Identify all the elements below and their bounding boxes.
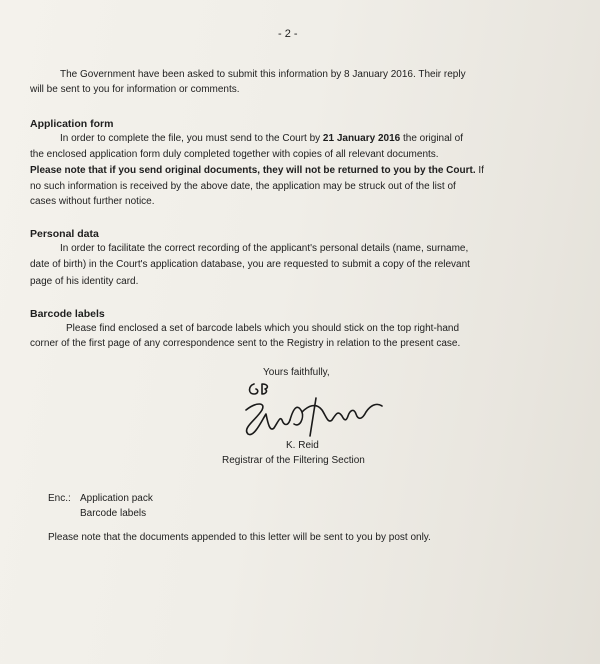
footer-note: Please note that the documents appended to this letter will be sent to you by post only. [48, 532, 431, 543]
application-form-line-4: no such information is received by the above date, the application may be struck out of the list of [30, 181, 456, 192]
application-form-line-1 [60, 133, 463, 145]
enclosures-label: Enc.: [48, 493, 71, 504]
intro-line-1: The Government have been asked to submit this information by 8 January 2016. Their reply [60, 69, 466, 80]
application-form-line-1-end: the original of [402, 133, 464, 144]
application-form-line-3-end: If [478, 165, 484, 176]
application-form-line-3 [30, 165, 484, 177]
application-form-heading: Application form [30, 118, 114, 130]
deadline-date: 21 January 2016 [322, 133, 401, 144]
signer-title: Registrar of the Filtering Section [222, 455, 365, 466]
application-form-line-1-text: In order to complete the file, you must send to the Court by [60, 133, 321, 144]
application-form-line-5: cases without further notice. [30, 196, 155, 207]
personal-data-line-2: date of birth) in the Court's application database, you are requested to submit a copy of the relevant [30, 259, 470, 270]
barcode-labels-line-1: Please find enclosed a set of barcode labels which you should stick on the top right-hand [66, 323, 460, 334]
personal-data-heading: Personal data [30, 228, 99, 240]
barcode-labels-heading: Barcode labels [30, 308, 105, 320]
enclosure-item-1: Application pack [80, 493, 153, 504]
barcode-labels-line-2: corner of the first page of any correspondence sent to the Registry in relation to the present case. [30, 338, 461, 349]
yours-faithfully: Yours faithfully, [263, 367, 330, 378]
signer-name: K. Reid [286, 440, 319, 451]
original-documents-warning: Please note that if you send original documents, they will not be returned to you by the Court. [30, 165, 476, 176]
personal-data-line-1: In order to facilitate the correct recording of the applicant's personal details (name, surname, [60, 243, 469, 254]
intro-line-2: will be sent to you for information or comments. [30, 84, 240, 95]
application-form-line-2: the enclosed application form duly completed together with copies of all relevant documents. [30, 149, 439, 160]
personal-data-line-3: page of his identity card. [30, 276, 139, 287]
enclosure-item-2: Barcode labels [80, 508, 147, 519]
page-number: - 2 - [278, 28, 298, 40]
